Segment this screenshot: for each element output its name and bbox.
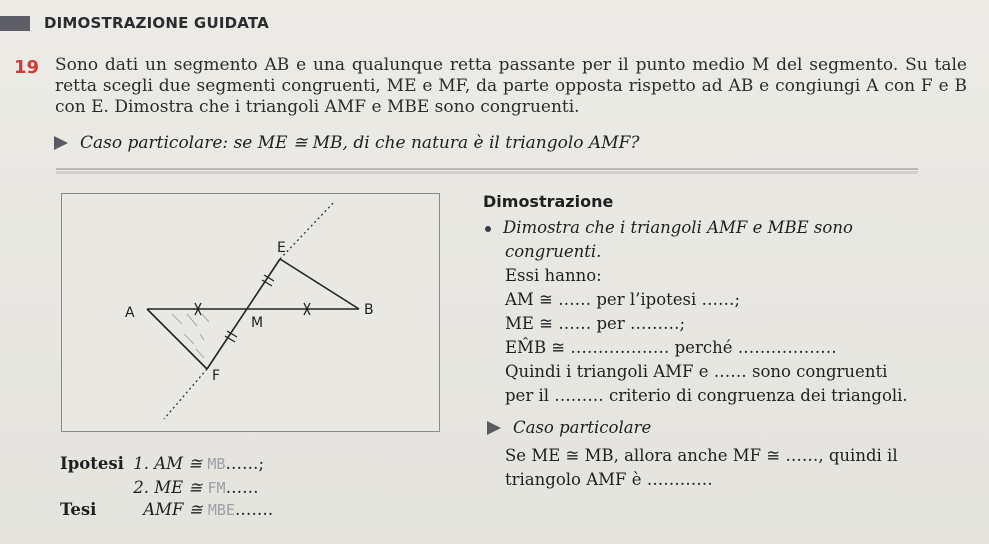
triangle-arrow-icon — [54, 136, 68, 150]
proof-bullet — [505, 216, 923, 264]
handwritten-thesis: MBE — [207, 501, 235, 519]
label-E: E — [277, 240, 286, 256]
proof-title: Dimostrazione — [483, 192, 614, 211]
proof-line-4[interactable]: EM̂B ≅ ……………… perché ……………… — [505, 338, 837, 357]
segment-AF — [147, 309, 207, 369]
thesis-label: Tesi — [60, 500, 97, 519]
handwritten-answer-2: FM — [207, 479, 226, 497]
hypothesis-item-2: 2. ME ≅ — [133, 478, 208, 497]
header-bar — [0, 16, 30, 31]
particular-case-header — [487, 416, 923, 440]
particular-case-text: Caso particolare: se ME ≅ MB, di che natura è il triangolo AMF? — [80, 133, 640, 153]
proof-section — [483, 190, 923, 492]
divider — [56, 168, 918, 170]
hypothesis-row-1 — [60, 452, 264, 476]
exercise-number: 19 — [14, 57, 40, 78]
proof-line-3[interactable]: ME ≅ …… per ………; — [505, 314, 686, 333]
hypothesis-block — [60, 452, 264, 500]
section-header — [0, 14, 269, 32]
proof-line-1: Essi hanno: — [505, 266, 602, 285]
hypothesis-row-2 — [60, 476, 264, 500]
proof-line-2[interactable]: AM ≅ …… per l’ipotesi ……; — [505, 290, 741, 309]
proof-bullet-text: Dimostra che i triangoli AMF e MBE sono congruenti. — [503, 218, 853, 261]
particular-case-question — [54, 133, 640, 153]
hypothesis-label: Ipotesi — [60, 454, 124, 473]
hypothesis-blank-2[interactable]: …… — [225, 478, 259, 497]
thesis-text: AMF ≅ — [143, 500, 208, 519]
line-dotted-bottom — [164, 369, 207, 419]
proof-line-5[interactable]: Quindi i triangoli AMF e …… sono congruenti — [505, 362, 888, 381]
line-dotted-top — [280, 202, 334, 259]
case-text-1[interactable]: Se ME ≅ MB, allora anche MF ≅ ……, quindi il — [505, 446, 898, 465]
exercise-statement: Sono dati un segmento AB e una qualunque retta passante per il punto medio M del segmento. Su tale retta scegli due segmenti congruenti, ME e MF, da parte opposta rispetto ad AB e congiungi A con F e B con E. Dimostra che i triangoli AMF e MBE sono congruenti. — [55, 55, 967, 117]
label-M: M — [251, 315, 264, 331]
thesis-blank[interactable]: ……. — [234, 500, 274, 519]
geometry-figure — [61, 193, 440, 432]
hypothesis-item-1: 1. AM ≅ — [133, 454, 208, 473]
line-EF — [207, 259, 280, 369]
label-F: F — [212, 368, 221, 384]
figure-svg — [62, 194, 439, 431]
case-text-2[interactable]: triangolo AMF è ………… — [505, 470, 713, 489]
case-title: Caso particolare — [513, 418, 652, 437]
handwritten-answer-1: MB — [207, 455, 226, 473]
hypothesis-blank-1[interactable]: ……; — [225, 454, 264, 473]
divider-shadow — [56, 171, 918, 174]
label-B: B — [364, 302, 374, 318]
segment-BE — [280, 259, 359, 309]
case-arrow-icon — [487, 421, 501, 435]
proof-line-6[interactable]: per il ……… criterio di congruenza dei triangoli. — [505, 386, 908, 405]
thesis-block — [60, 500, 273, 519]
bullet-dot-icon — [485, 226, 491, 232]
section-title: DIMOSTRAZIONE GUIDATA — [44, 14, 269, 32]
label-A: A — [125, 305, 135, 321]
